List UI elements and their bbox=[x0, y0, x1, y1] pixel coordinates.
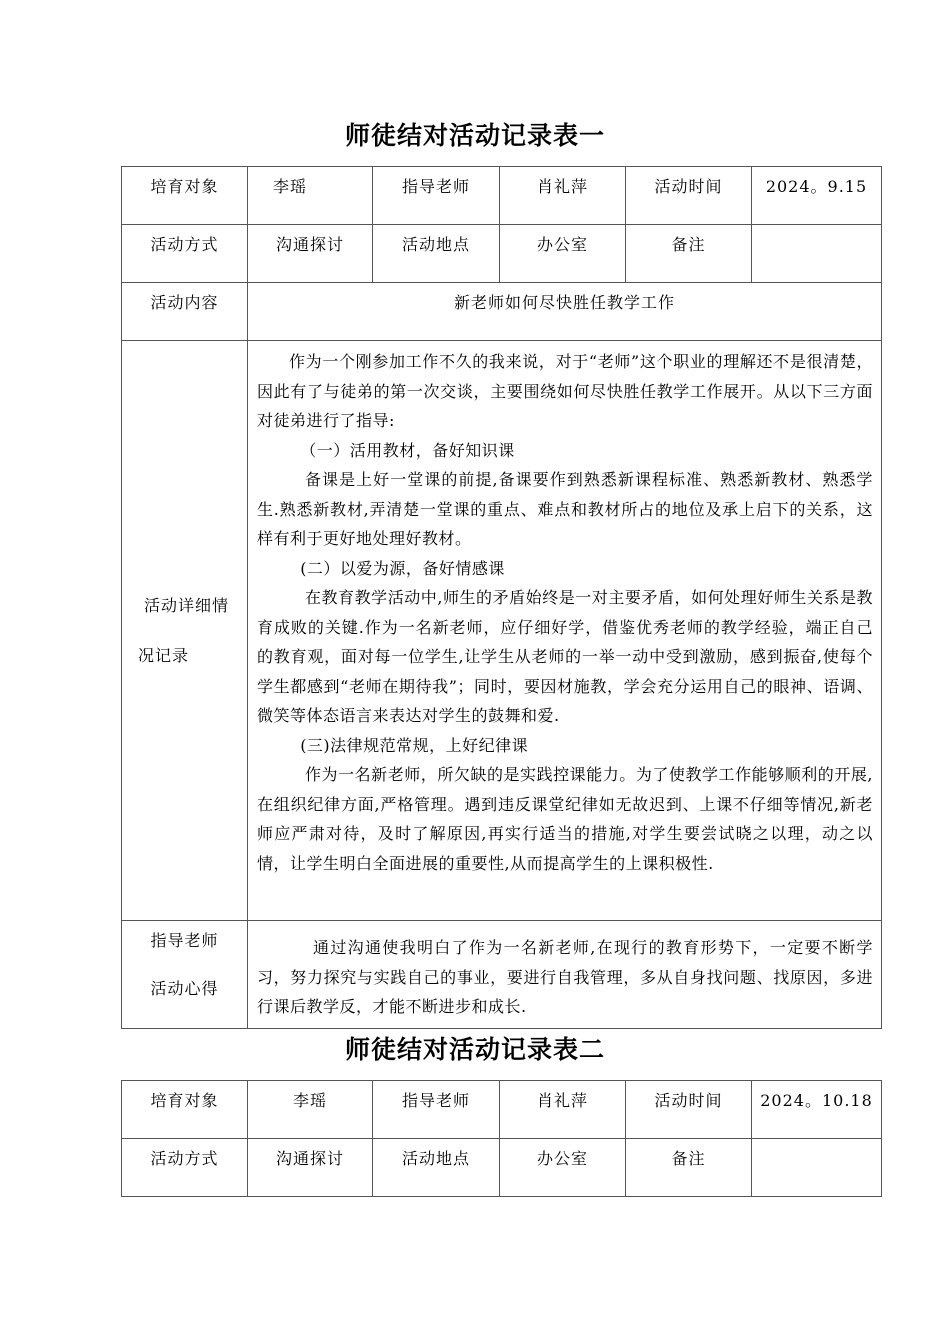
detail-label-line2: 况记录 bbox=[138, 645, 190, 665]
table1-row-detail bbox=[122, 341, 882, 921]
cell-detail-record bbox=[248, 341, 882, 921]
detail-paragraph: 备课是上好一堂课的前提,备课要作到熟悉新课程标准、熟悉新教材、熟悉学生.熟悉新教材,弄清楚一堂课的重点、难点和教材所占的地位及承上启下的关系，这样有利于更好地处理好教材。 bbox=[257, 470, 873, 548]
cell-label-method: 活动方式 bbox=[122, 225, 248, 283]
guide-paragraph: 通过沟通使我明白了作为一名新老师,在现行的教育形势下，一定要不断学习，努力探究与实践自己的事业，要进行自我管理，多从自身找问题、找原因，多进行课后教学反，才能不断进步和成长. bbox=[257, 938, 873, 1016]
cell-method: 沟通探讨 bbox=[248, 1139, 373, 1197]
cell-activity-time: 2024。10.18 bbox=[752, 1081, 882, 1139]
table2-title: 师徒结对活动记录表二 bbox=[344, 1035, 605, 1064]
cell-label-trainee: 培育对象 bbox=[122, 1081, 248, 1139]
cell-content: 新老师如何尽快胜任教学工作 bbox=[248, 283, 882, 341]
cell-trainee-name: 李瑶 bbox=[248, 167, 373, 225]
cell-location: 办公室 bbox=[500, 225, 626, 283]
cell-label-method: 活动方式 bbox=[122, 1139, 248, 1197]
table2-row-2 bbox=[122, 1139, 882, 1197]
detail-paragraph: 作为一名新老师，所欠缺的是实践控课能力。为了使教学工作能够顺利的开展,在组织纪律方面,严格管理。遇到违反课堂纪律如无故迟到、上课不仔细等情况,新老师应严肃对待，及时了解原因,再实行适当的措施,对学生要尝试晓之以理，动之以情，让学生明白全面进展的重要性,从而提高学生的上课积极性. bbox=[257, 765, 873, 873]
table1-row-guide bbox=[122, 921, 882, 1029]
guide-label-line2: 活动心得 bbox=[150, 979, 219, 998]
detail-paragraph: 作为一个刚参加工作不久的我来说，对于“老师”这个职业的理解还不是很清楚，因此有了与徒弟的第一次交谈，主要围绕如何尽快胜任教学工作展开。从以下三方面对徒弟进行了指导: bbox=[257, 352, 873, 430]
table1-row-content bbox=[122, 283, 882, 341]
guide-label-line1: 指导老师 bbox=[150, 931, 219, 950]
cell-remarks bbox=[752, 1139, 882, 1197]
table1-title: 师徒结对活动记录表一 bbox=[344, 121, 605, 150]
cell-remarks bbox=[752, 225, 882, 283]
cell-method: 沟通探讨 bbox=[248, 225, 373, 283]
cell-mentor-name: 肖礼萍 bbox=[500, 1081, 626, 1139]
table1-row-2 bbox=[122, 225, 882, 283]
cell-label-guide bbox=[122, 921, 248, 1029]
cell-label-location: 活动地点 bbox=[373, 1139, 500, 1197]
record-table-2 bbox=[121, 1080, 882, 1197]
cell-label-location: 活动地点 bbox=[373, 225, 500, 283]
cell-activity-time: 2024。9.15 bbox=[752, 167, 882, 225]
record-table-1 bbox=[121, 166, 882, 1029]
table2-row-1 bbox=[122, 1081, 882, 1139]
cell-label-trainee: 培育对象 bbox=[122, 167, 248, 225]
cell-label-detail bbox=[122, 341, 248, 921]
cell-label-remarks: 备注 bbox=[626, 1139, 752, 1197]
cell-label-remarks: 备注 bbox=[626, 225, 752, 283]
detail-heading-2: (二）以爱为源，备好情感课 bbox=[300, 558, 505, 578]
detail-paragraph: 在教育教学活动中,师生的矛盾始终是一对主要矛盾，如何处理好师生关系是教育成败的关键.作为一名新老师，应仔细好学，借鉴优秀老师的教学经验，端正自己的教育观，面对每一位学生,让学生从老师的一举一动中受到激励，感到振奋,使每个学生都感到“老师在期待我”；同时，要因材施教，学会充分运用自己的眼神、语调、微笑等体态语言来表达对学生的鼓舞和爱. bbox=[257, 588, 873, 725]
cell-label-time: 活动时间 bbox=[626, 1081, 752, 1139]
table1-row-1 bbox=[122, 167, 882, 225]
cell-trainee-name: 李瑶 bbox=[248, 1081, 373, 1139]
cell-location: 办公室 bbox=[500, 1139, 626, 1197]
cell-label-time: 活动时间 bbox=[626, 167, 752, 225]
cell-guide-text bbox=[248, 921, 882, 1029]
cell-label-content: 活动内容 bbox=[122, 283, 248, 341]
detail-heading-3: (三)法律规范常规，上好纪律课 bbox=[300, 735, 529, 755]
cell-label-mentor: 指导老师 bbox=[373, 1081, 500, 1139]
detail-heading-1: （一）活用教材，备好知识课 bbox=[300, 440, 515, 460]
detail-label-line1: 活动详细情 bbox=[144, 595, 230, 615]
cell-label-mentor: 指导老师 bbox=[373, 167, 500, 225]
cell-mentor-name: 肖礼萍 bbox=[500, 167, 626, 225]
